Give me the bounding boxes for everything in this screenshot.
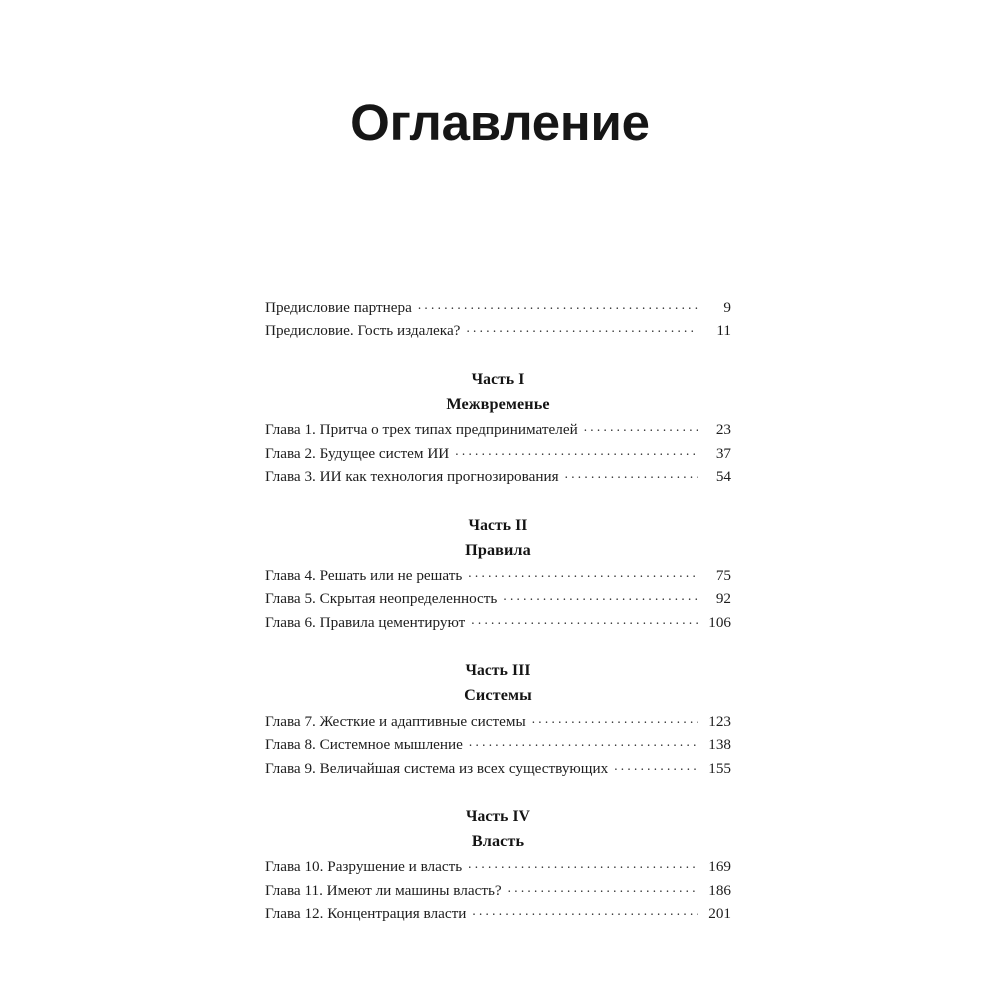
chapter-list [265, 564, 731, 634]
spacer [265, 343, 731, 368]
dot-leader [508, 880, 698, 895]
dot-leader [466, 320, 698, 335]
part-number-heading: Часть II [468, 516, 528, 534]
part-name-heading: Правила [465, 540, 531, 559]
spacer [265, 780, 731, 805]
toc-entry-label: Глава 10. Разрушение и власть [265, 858, 463, 876]
toc-entry[interactable] [265, 418, 731, 441]
toc-part-2 [265, 489, 731, 635]
toc-entry[interactable] [265, 757, 731, 780]
toc-part-4 [265, 780, 731, 926]
dot-leader [455, 443, 698, 458]
spacer [265, 489, 731, 514]
toc-entry-label: Глава 12. Концентрация власти [265, 905, 467, 923]
toc-entry[interactable] [265, 879, 731, 902]
toc-entry[interactable] [265, 587, 731, 610]
toc-entry-page: 92 [715, 590, 731, 608]
front-matter-list [265, 296, 731, 343]
toc-entry[interactable] [265, 611, 731, 634]
toc-entry-page: 106 [708, 613, 731, 631]
toc-entry[interactable] [265, 710, 731, 733]
part-number-heading: Часть III [465, 662, 531, 680]
toc-entry[interactable] [265, 733, 731, 756]
toc-entry-page: 75 [715, 567, 731, 585]
toc-entry-page: 169 [708, 858, 731, 876]
toc-entry[interactable] [265, 902, 731, 925]
toc-entry-page: 23 [715, 421, 731, 439]
toc-entry-label: Глава 3. ИИ как технология прогнозирования [265, 468, 559, 486]
dot-leader [565, 466, 698, 481]
page-title: Оглавление [350, 94, 650, 151]
toc-entry-page: 186 [708, 881, 731, 899]
toc-entry-label: Глава 11. Имеют ли машины власть? [265, 881, 502, 899]
part-number-heading: Часть IV [465, 807, 531, 825]
dot-leader [503, 588, 698, 603]
toc-entry-label: Глава 9. Величайшая система из всех существующих [265, 759, 609, 777]
toc-entry-page: 138 [708, 736, 731, 754]
toc-entry-page: 155 [708, 759, 731, 777]
dot-leader [418, 297, 698, 312]
part-number-heading: Часть I [471, 370, 525, 388]
toc-entry-page: 201 [708, 905, 731, 923]
toc-entry[interactable] [265, 855, 731, 878]
toc-entry-label: Глава 4. Решать или не решать [265, 567, 463, 585]
spacer [265, 634, 731, 659]
dot-leader [532, 711, 698, 726]
toc-entry-label: Глава 6. Правила цементируют [265, 613, 466, 631]
chapter-list [265, 418, 731, 488]
toc-content [265, 296, 731, 926]
toc-entry-label: Предисловие партнера [265, 299, 412, 316]
toc-entry-label: Глава 8. Системное мышление [265, 736, 463, 754]
toc-entry-page: 37 [715, 444, 731, 462]
dot-leader [584, 419, 698, 434]
dot-leader [469, 734, 698, 749]
toc-entry-page: 123 [708, 712, 731, 730]
toc-entry-page: 11 [716, 322, 731, 340]
dot-leader [614, 757, 698, 772]
part-name-heading: Межвременье [446, 394, 550, 413]
toc-entry[interactable] [265, 319, 731, 342]
toc-entry-page: 54 [715, 468, 731, 486]
dot-leader [471, 612, 698, 627]
dot-leader [472, 903, 698, 918]
toc-entry-label: Глава 1. Притча о трех типах предпринимателей [265, 421, 578, 439]
toc-entry-label: Глава 2. Будущее систем ИИ [265, 444, 450, 462]
toc-entry[interactable] [265, 564, 731, 587]
dot-leader [468, 856, 698, 871]
chapter-list [265, 855, 731, 925]
toc-part-1 [265, 343, 731, 489]
chapter-list [265, 710, 731, 780]
toc-part-3 [265, 634, 731, 780]
part-name-heading: Власть [471, 831, 525, 850]
toc-entry-page: 9 [723, 299, 731, 316]
dot-leader [468, 565, 698, 580]
part-name-heading: Системы [464, 686, 532, 705]
toc-entry[interactable] [265, 296, 731, 319]
toc-entry-label: Глава 7. Жесткие и адаптивные системы [265, 712, 526, 730]
toc-entry[interactable] [265, 465, 731, 488]
toc-entry-label: Глава 5. Скрытая неопределенность [265, 590, 498, 608]
toc-entry-label: Предисловие. Гость издалека? [265, 322, 461, 340]
toc-entry[interactable] [265, 442, 731, 465]
